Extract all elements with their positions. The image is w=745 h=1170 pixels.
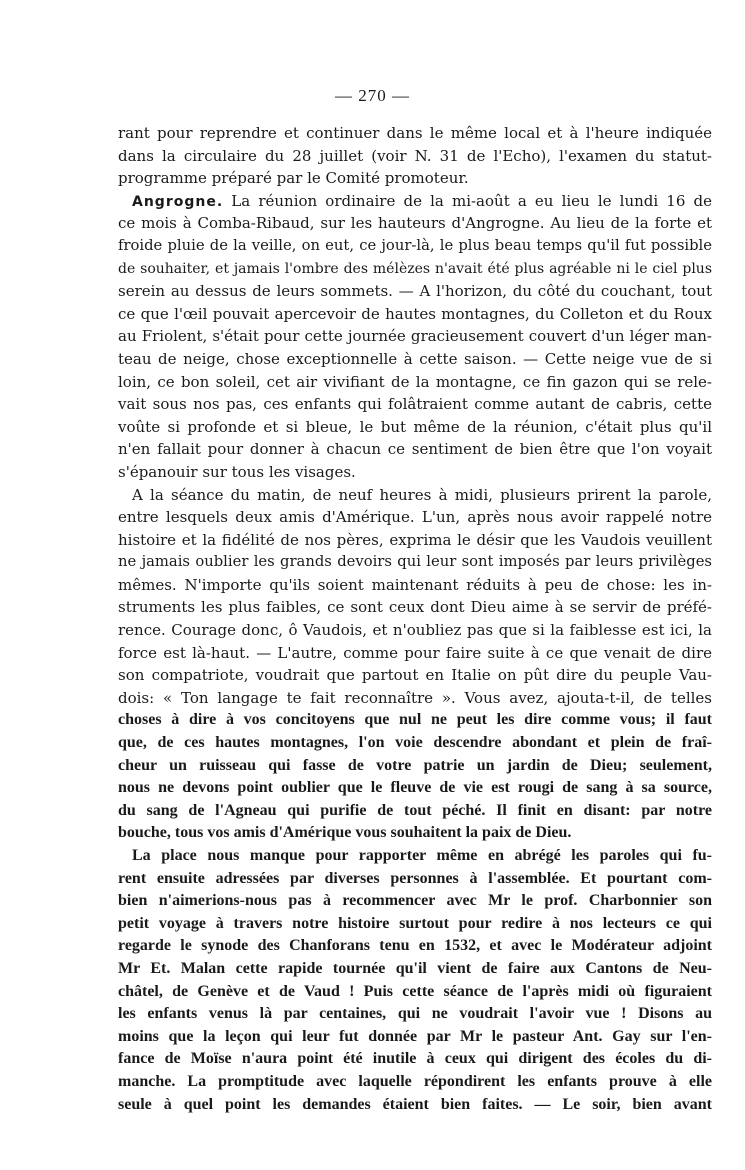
- text-line: du sang de l'Agneau qui purifie de tout péché. Il finit en disant: par notre: [118, 801, 712, 819]
- text-line: de souhaiter, et jamais l'ombre des mélèzes n'avait été plus agréable ni le ciel plus: [118, 260, 712, 277]
- text-line: force est là-haut. — L'autre, comme pour faire suite à ce que venait de dire: [118, 643, 712, 662]
- text-line: bien n'aimerions-nous pas à recommencer avec Mr le prof. Charbonnier son: [118, 892, 712, 910]
- text-line: petit voyage à travers notre histoire surtout pour redire à nos lecteurs ce qui: [118, 914, 712, 932]
- text-line: rent ensuite adressées par diverses personnes à l'assemblée. Et pourtant com-: [118, 869, 712, 887]
- text-line: seule à quel point les demandes étaient bien faites. — Le soir, bien avant: [118, 1095, 712, 1113]
- text-segment: La réunion ordinaire de la mi-août a eu lieu le lundi 16 de: [223, 191, 712, 210]
- text-line: froide pluie de la veille, on eut, ce jour-là, le plus beau temps qu'il fut possible: [118, 236, 712, 254]
- text-line: son compatriote, voudrait que partout en Italie on pût dire du peuple Vau-: [118, 666, 712, 685]
- paragraph-angrogne: [118, 190, 712, 484]
- text-line: serein au dessus de leurs sommets. — A l'horizon, du côté du couchant, tout: [118, 282, 712, 301]
- text-line: cheur un ruisseau qui fasse de votre patrie un jardin de Dieu; seulement,: [118, 756, 712, 774]
- text-line: choses à dire à vos concitoyens que nul ne peut les dire comme vous; il faut: [118, 711, 712, 729]
- text-line: dois: « Ton langage te fait reconnaître ». Vous avez, ajouta-t-il, de telles: [118, 688, 712, 707]
- text-line: n'en fallait pour donner à chacun ce sentiment de bien être que l'on voyait: [118, 440, 712, 459]
- text-line: fance de Moïse n'aura point été inutile à ceux qui dirigent des écoles du di-: [118, 1050, 712, 1068]
- text-line: vait sous nos pas, ces enfants qui folâtraient comme autant de cabris, cette: [118, 395, 712, 414]
- text-line: ne jamais oublier les grands devoirs qui leur sont imposés par leurs privilèges: [118, 553, 712, 571]
- text-line: rant pour reprendre et continuer dans le même local et à l'heure indiquée: [118, 124, 712, 142]
- text-line: entre lesquels deux amis d'Amérique. L'un, après nous avoir rappelé notre: [118, 508, 712, 527]
- text-line: A la séance du matin, de neuf heures à midi, plusieurs prirent la parole,: [132, 485, 712, 504]
- page-number: — 270 —: [335, 86, 410, 105]
- text-line: ce mois à Comba-Ribaud, sur les hauteurs d'Angrogne. Au lieu de la forte et: [118, 214, 712, 233]
- text-line: La place nous manque pour rapporter même en abrégé les paroles qui fu-: [132, 847, 712, 864]
- section-heading-angrogne: Angrogne.: [132, 193, 224, 210]
- text-line: dans la circulaire du 28 juillet (voir N. 31 de l'Echo), l'examen du statut-: [118, 146, 712, 165]
- text-line: moins que la leçon qui leur fut donnée par Mr le pasteur Ant. Gay sur l'en-: [118, 1027, 712, 1045]
- text-line: regarde le synode des Chanforans tenu en 1532, et avec le Modérateur adjoint: [118, 937, 712, 955]
- text-line: loin, ce bon soleil, cet air vivifiant de la montagne, ce fin gazon qui se rele-: [118, 372, 712, 391]
- text-line: que, de ces hautes montagnes, l'on voie descendre abondant et plein de fraî-: [118, 734, 712, 752]
- text-line: ce que l'œil pouvait apercevoir de hautes montagnes, du Colleton et du Roux: [118, 304, 712, 323]
- text-line: voûte si profonde et si bleue, le but même de la réunion, c'était plus qu'il: [118, 417, 712, 436]
- text-line: mêmes. N'importe qu'ils soient maintenant réduits à peu de chose: les in-: [118, 575, 712, 594]
- text-line: nous ne devons point oublier que le fleuve de vie est rougi de sang à sa source,: [118, 779, 712, 797]
- text-line: au Friolent, s'était pour cette journée gracieusement couvert d'un léger man-: [118, 327, 712, 346]
- text-line: châtel, de Genève et de Vaud ! Puis cette séance de l'après midi où figuraient: [118, 982, 712, 1000]
- paragraph-seance-matin: [118, 484, 712, 846]
- text-line: rence. Courage donc, ô Vaudois, et n'oubliez pas que si la faiblesse est ici, la: [118, 621, 712, 640]
- text-line: histoire et la fidélité de nos pères, exprima le désir que les Vaudois veuillent: [118, 530, 712, 549]
- paragraph-place-manque: [118, 845, 712, 1116]
- body-text: [118, 122, 712, 1116]
- paragraph-continuation: [118, 122, 712, 190]
- text-line-with-heading: [118, 190, 712, 213]
- text-line: bouche, tous vos amis d'Amérique vous souhaitent la paix de Dieu.: [118, 824, 572, 842]
- text-line: teau de neige, chose exceptionnelle à cette saison. — Cette neige vue de si: [118, 349, 712, 368]
- text-line: programme préparé par le Comité promoteur.: [118, 169, 469, 188]
- text-line: struments les plus faibles, ce sont ceux dont Dieu aime à se servir de préfé-: [118, 598, 712, 617]
- text-line: Mr Et. Malan cette rapide tournée qu'il vient de faire aux Cantons de Neu-: [118, 959, 712, 977]
- text-line: manche. La promptitude avec laquelle répondirent les enfants prouve à elle: [118, 1072, 712, 1090]
- text-line: s'épanouir sur tous les visages.: [118, 462, 356, 481]
- text-line: les enfants venus là par centaines, qui ne voudrait l'avoir vue ! Disons au: [118, 1005, 712, 1023]
